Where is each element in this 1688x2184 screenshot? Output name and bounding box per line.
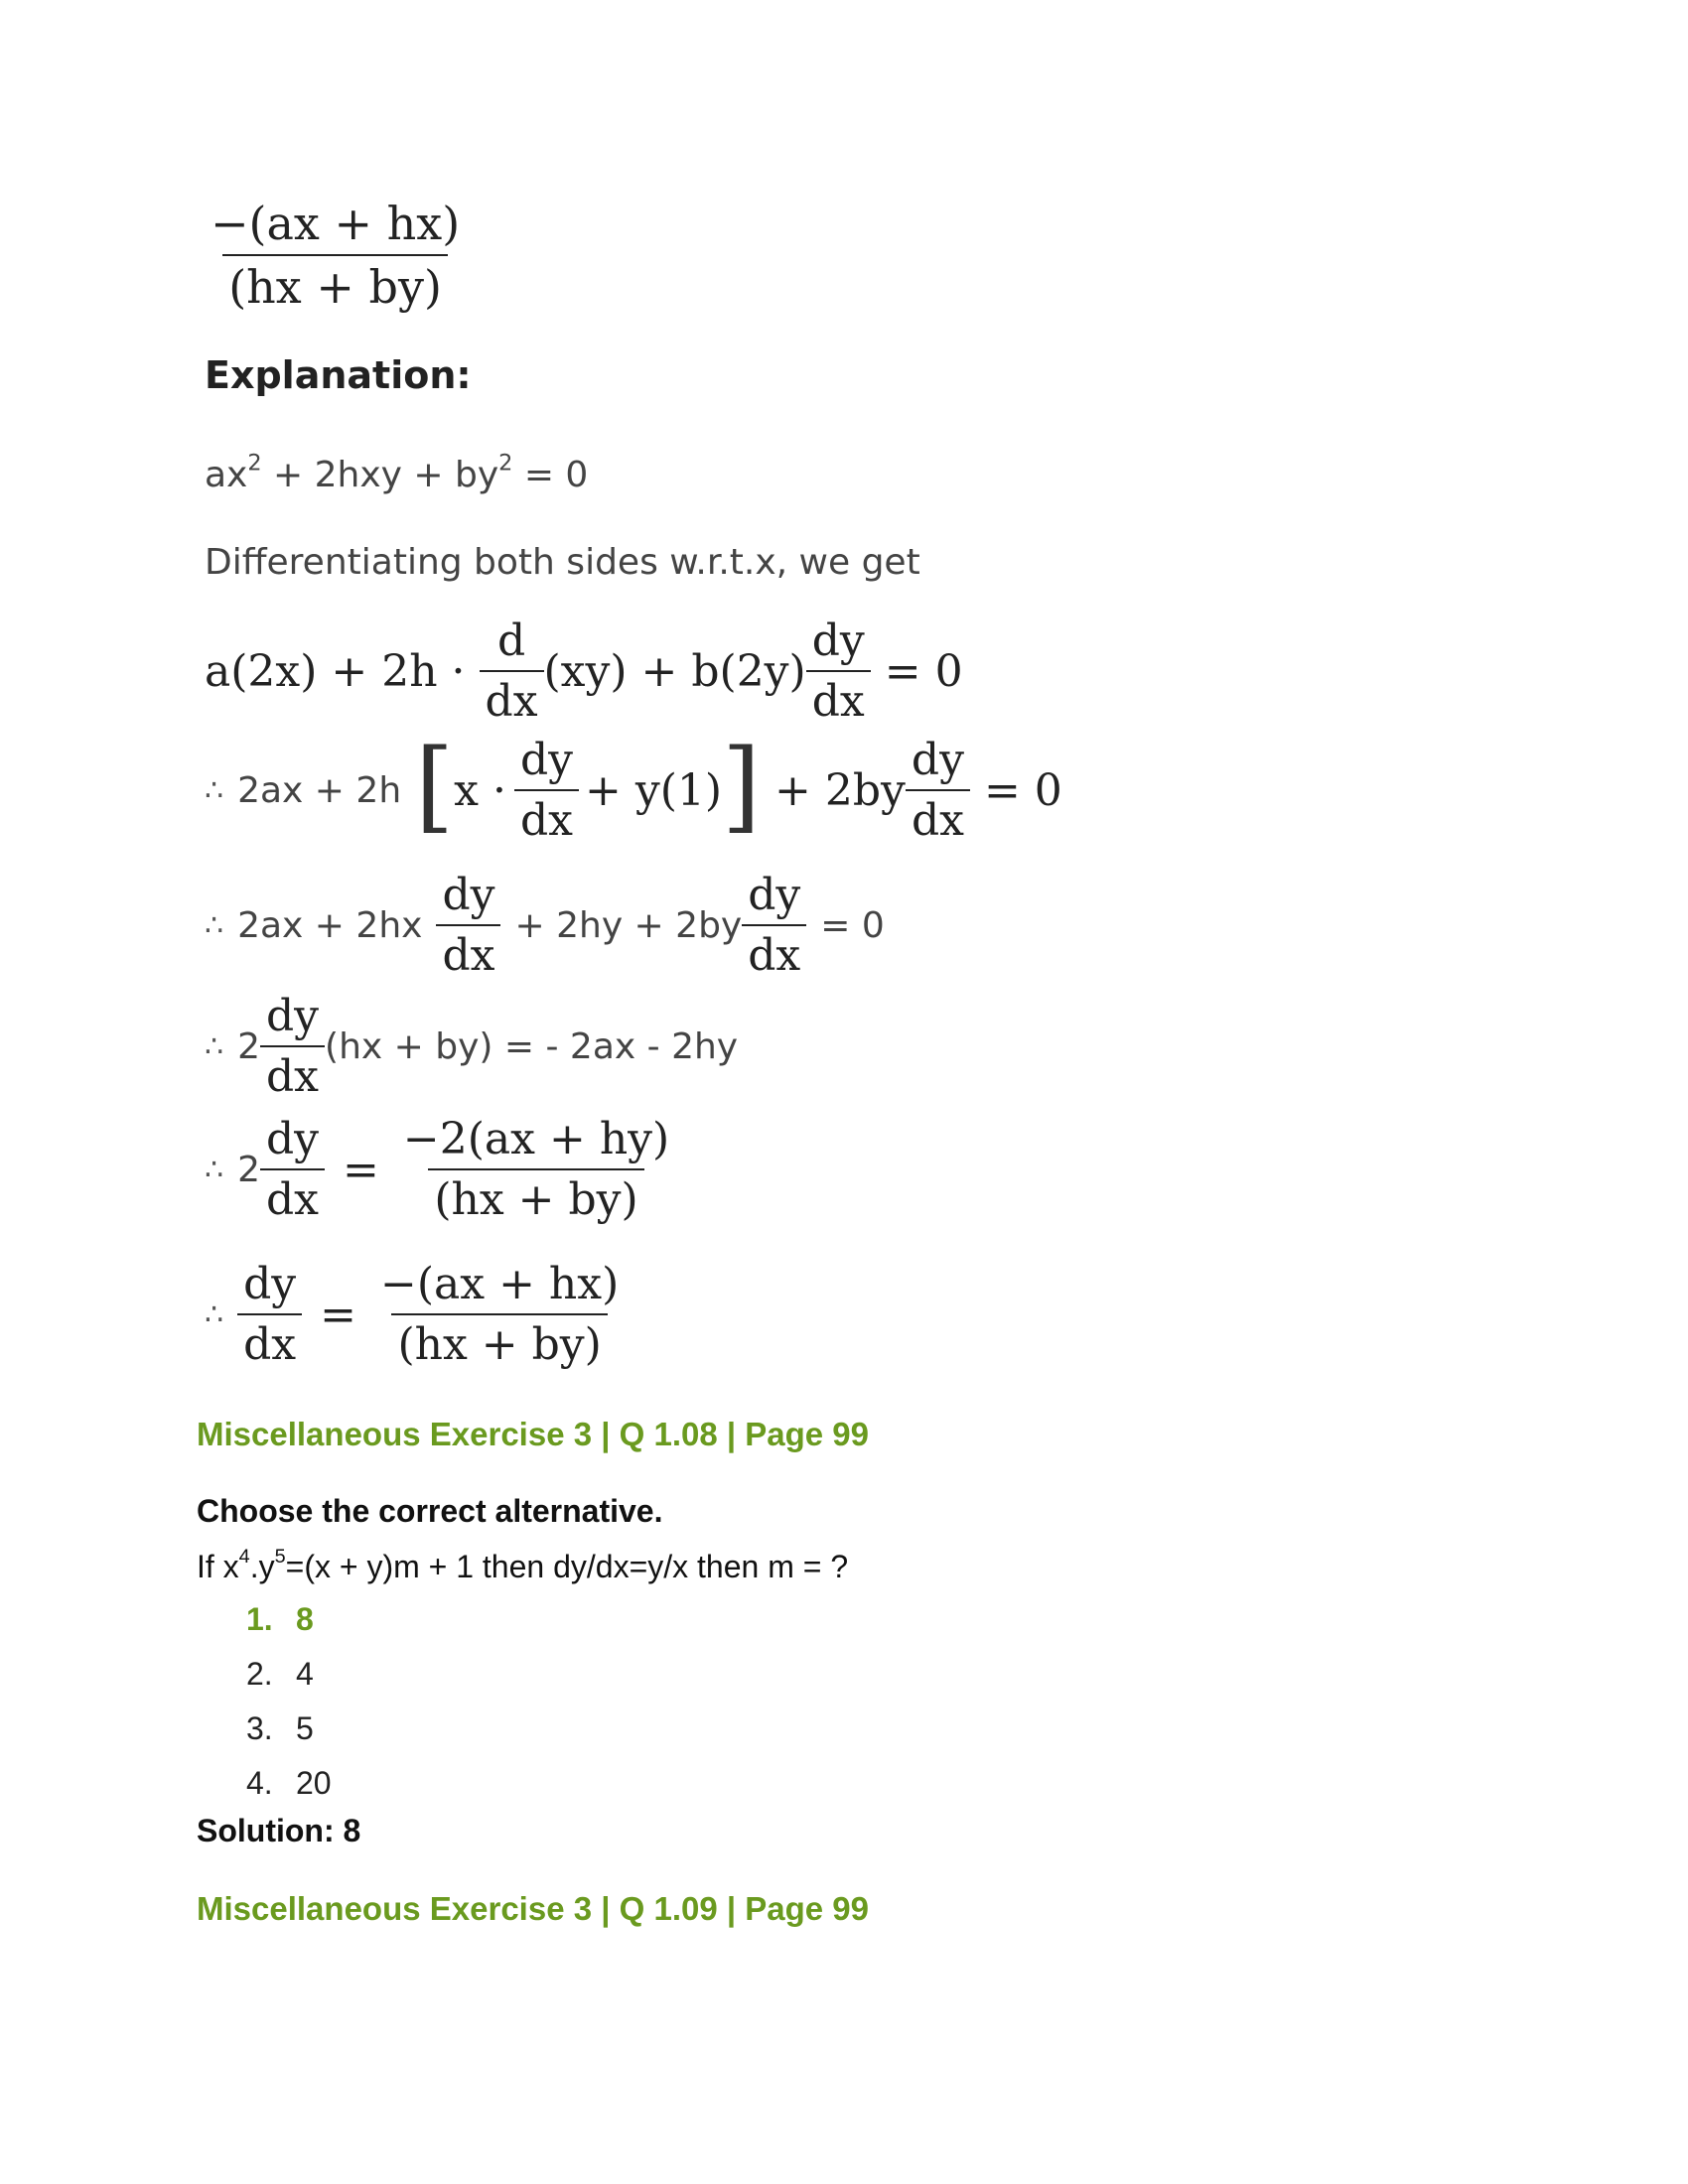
fraction-numerator: dy <box>266 991 320 1041</box>
step-text: = 0 <box>820 904 885 946</box>
eq-part: + 2hxy + by <box>261 455 499 495</box>
step-text: + 2hy + 2by <box>514 904 743 946</box>
step-text: + y(1) <box>584 764 723 816</box>
explanation-heading: Explanation: <box>205 353 472 397</box>
eq-part: = 0 <box>512 455 589 495</box>
question-exponent: 4 <box>238 1546 250 1569</box>
given-equation <box>205 450 589 495</box>
answer-options <box>246 1592 332 1811</box>
therefore-symbol: ∴ <box>205 1297 224 1332</box>
eq-exponent: 2 <box>498 450 513 477</box>
option-number: 3. <box>246 1710 273 1746</box>
equals-sign: = <box>320 1289 356 1340</box>
differentiating-text: Differentiating both sides w.r.t.x, we get <box>205 542 920 583</box>
eq-exponent: 2 <box>247 450 262 477</box>
therefore-symbol: ∴ <box>205 1028 224 1064</box>
question-part: .y <box>249 1549 275 1584</box>
step-text: 2ax + 2h <box>237 769 402 811</box>
fraction-numerator: d <box>496 615 526 666</box>
question-text <box>197 1546 849 1585</box>
fraction-denominator: dx <box>514 789 579 846</box>
derivation-step-5 <box>205 1114 675 1225</box>
fraction-numerator: dy <box>243 1259 297 1309</box>
top-answer-fraction <box>205 197 466 314</box>
option-item[interactable] <box>246 1756 332 1811</box>
fraction-denominator: (hx + by) <box>428 1168 643 1225</box>
fraction-denominator: (hx + by) <box>391 1313 607 1370</box>
fraction-numerator: dy <box>911 735 964 785</box>
therefore-symbol: ∴ <box>205 1152 224 1187</box>
fraction-denominator: dx <box>260 1045 325 1102</box>
option-number: 4. <box>246 1765 273 1801</box>
fraction-numerator: −(ax + hx) <box>211 197 461 250</box>
step-text: = 0 <box>983 764 1062 816</box>
option-number: 1. <box>246 1601 273 1637</box>
step-text: x · <box>454 764 506 816</box>
derivation-step-6 <box>205 1259 625 1370</box>
question-exponent: 5 <box>274 1546 286 1569</box>
step-text: + 2by <box>774 764 906 816</box>
option-number: 2. <box>246 1656 273 1692</box>
exercise-link-q109[interactable]: Miscellaneous Exercise 3 | Q 1.09 | Page 99 <box>197 1890 870 1927</box>
fraction-numerator: dy <box>748 870 801 920</box>
option-label: 4 <box>296 1656 314 1692</box>
fraction-denominator: dx <box>260 1168 325 1225</box>
fraction-denominator: (hx + by) <box>222 254 448 314</box>
fraction-denominator: dx <box>237 1313 302 1370</box>
option-item[interactable] <box>246 1647 332 1702</box>
step-text: a(2x) + 2h · <box>205 645 466 697</box>
question-part: =(x + y)m + 1 then dy/dx=y/x then m = ? <box>285 1549 849 1584</box>
step-text: 2 <box>237 1025 260 1067</box>
fraction-denominator: dx <box>906 789 970 846</box>
therefore-symbol: ∴ <box>205 772 224 808</box>
eq-part: ax <box>205 455 248 495</box>
step-text: = 0 <box>884 645 963 697</box>
therefore-symbol: ∴ <box>205 907 224 943</box>
derivation-step-1 <box>205 615 963 727</box>
fraction-denominator: dx <box>742 924 806 981</box>
option-item[interactable] <box>246 1592 332 1647</box>
derivation-step-4 <box>205 991 738 1102</box>
question-heading: Choose the correct alternative. <box>197 1493 663 1529</box>
derivation-step-2 <box>205 728 1062 846</box>
derivation-step-3 <box>205 870 885 981</box>
exercise-link-q108[interactable]: Miscellaneous Exercise 3 | Q 1.08 | Page 99 <box>197 1416 870 1452</box>
option-label: 20 <box>296 1765 332 1801</box>
open-bracket: [ <box>415 728 455 844</box>
fraction-numerator: −(ax + hx) <box>380 1259 620 1309</box>
close-bracket: ] <box>722 728 762 844</box>
option-item[interactable] <box>246 1702 332 1756</box>
option-label: 5 <box>296 1710 314 1746</box>
solution-text: Solution: 8 <box>197 1813 361 1848</box>
fraction-denominator: dx <box>480 670 544 727</box>
step-text: 2ax + 2hx <box>237 904 423 946</box>
fraction-numerator: −2(ax + hy) <box>402 1114 670 1164</box>
fraction-numerator: dy <box>266 1114 320 1164</box>
fraction-numerator: dy <box>519 735 573 785</box>
fraction-denominator: dx <box>806 670 871 727</box>
equals-sign: = <box>343 1144 379 1195</box>
fraction-numerator: dy <box>811 615 865 666</box>
question-part: If x <box>197 1549 239 1584</box>
step-text: (hx + by) = - 2ax - 2hy <box>325 1025 739 1067</box>
option-label: 8 <box>296 1601 314 1637</box>
step-text: (xy) + b(2y) <box>543 645 806 697</box>
step-text: 2 <box>237 1149 260 1190</box>
fraction-denominator: dx <box>436 924 500 981</box>
fraction-numerator: dy <box>442 870 495 920</box>
